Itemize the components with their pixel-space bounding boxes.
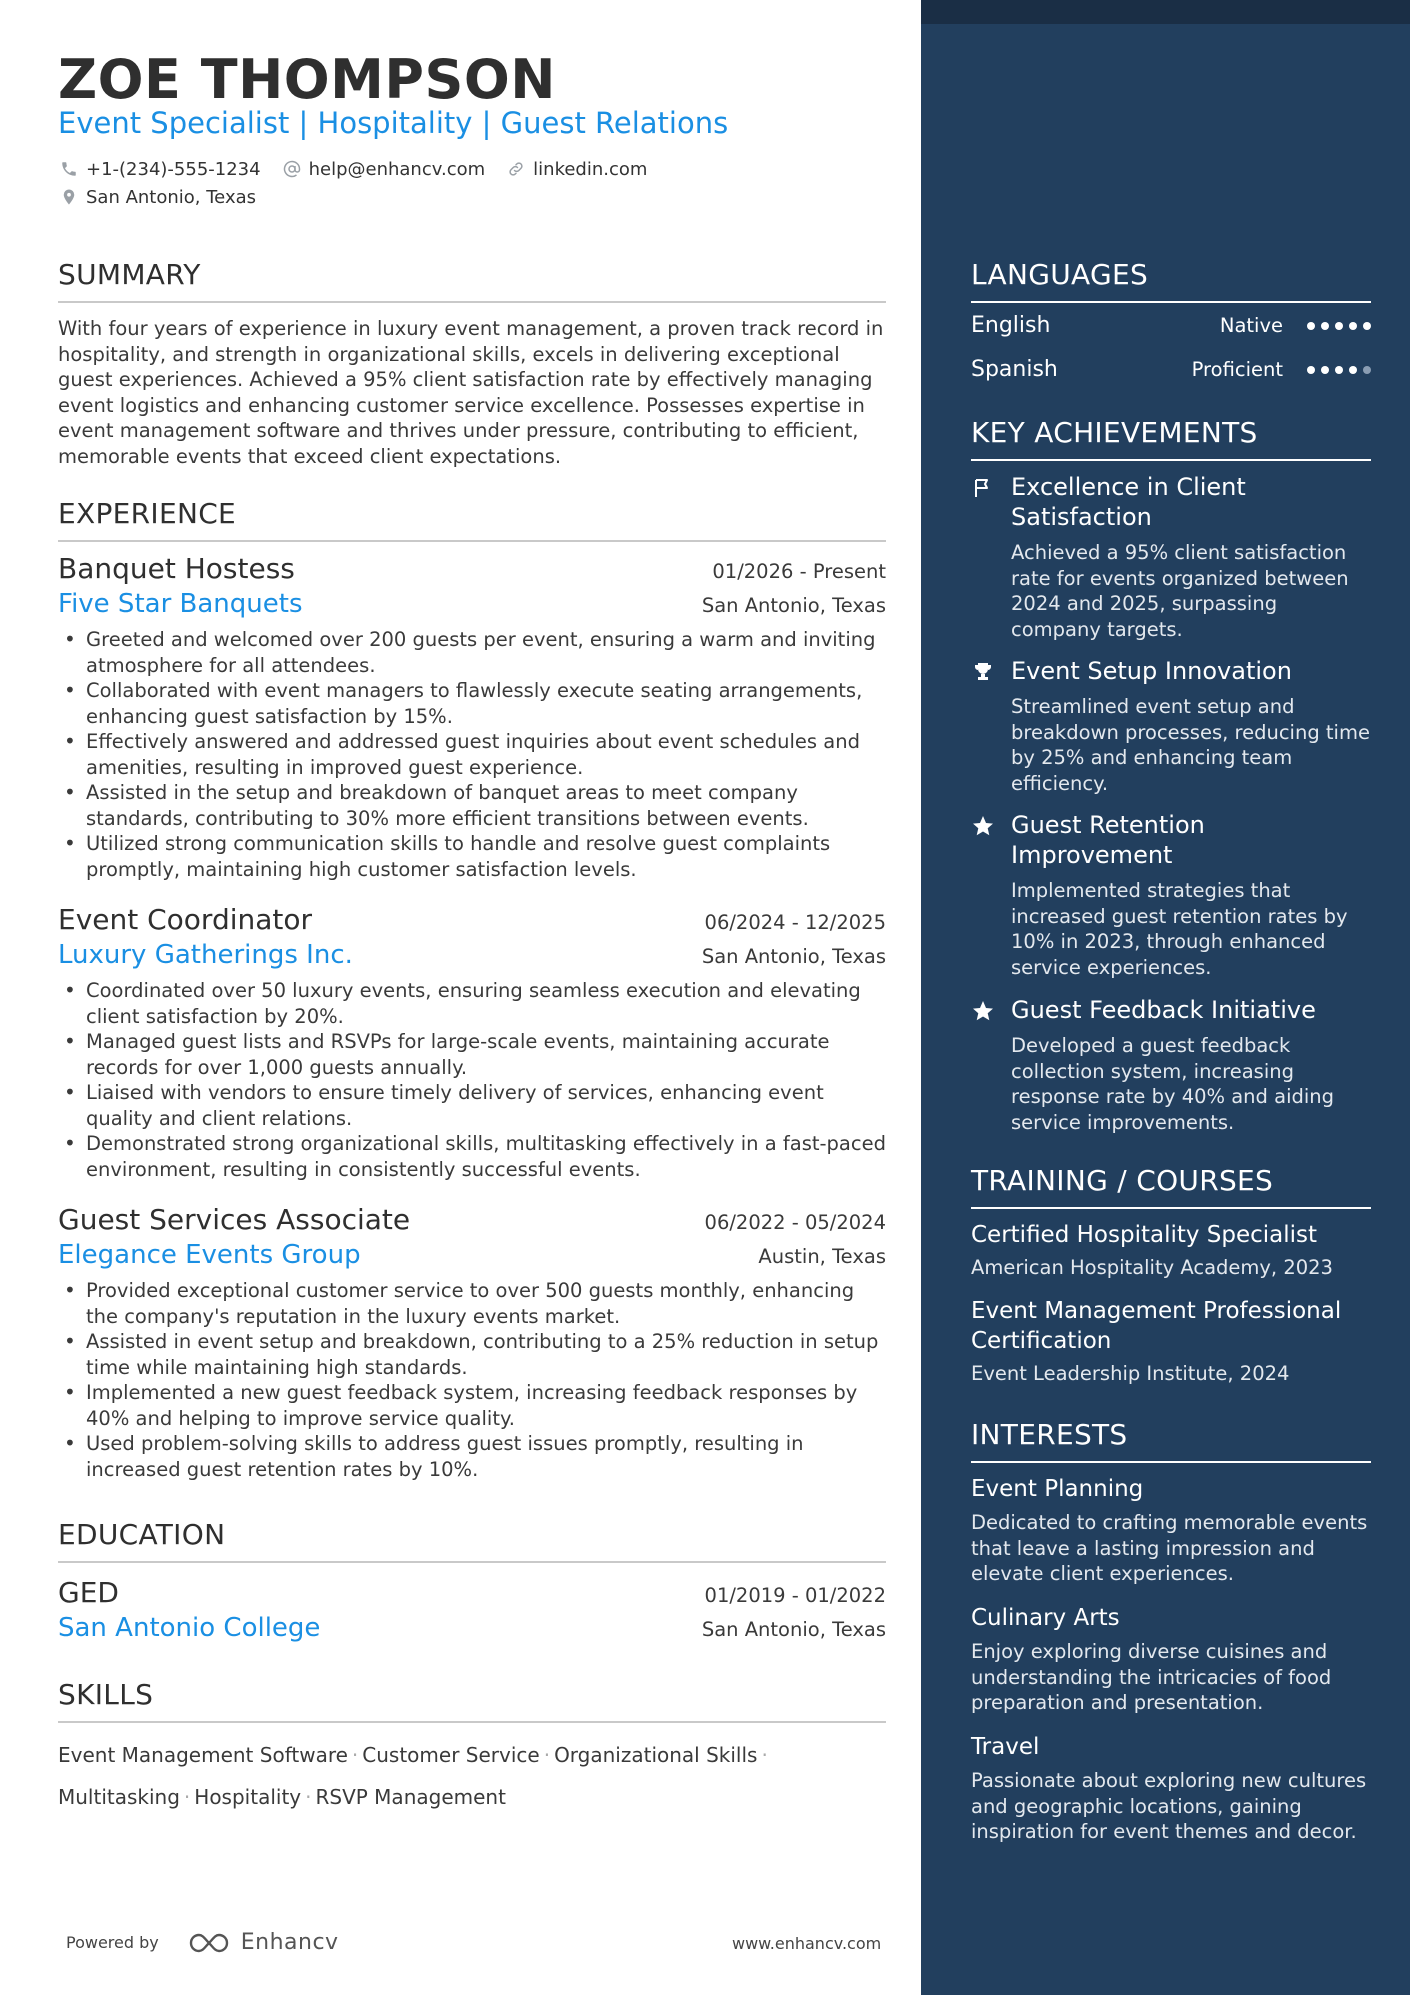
contact-location (58, 186, 256, 208)
skill-item: Hospitality (194, 1785, 302, 1809)
education-date: 01/2019 - 01/2022 (704, 1584, 886, 1607)
skill-separator: · (761, 1743, 768, 1767)
proficiency-dot (1363, 322, 1371, 330)
proficiency-dot (1321, 366, 1329, 374)
job-bullets (58, 627, 886, 882)
achievement-desc: Developed a guest feedback collection system, increasing response rate by 40% and aiding service improvements. (1011, 1034, 1335, 1134)
skill-item: Event Management Software (58, 1743, 348, 1767)
achievement-desc: Implemented strategies that increased guest retention rates by 10% in 2023, through enhanced service experiences. (1011, 879, 1348, 979)
location-text: San Antonio, Texas (86, 186, 256, 208)
education-entry (58, 1576, 886, 1643)
contact-phone (58, 158, 261, 180)
skills-list (58, 1734, 886, 1818)
bullet-item: • Assisted in event setup and breakdown, contributing to a 25% reduction in setup time while maintaining high standards. (58, 1329, 886, 1380)
skill-item: RSVP Management (315, 1785, 506, 1809)
achievement-title: Guest Feedback Initiative (1011, 996, 1316, 1024)
phone-icon (58, 158, 80, 180)
achievement-title: Guest Retention Improvement (1011, 811, 1205, 869)
skill-separator: · (305, 1785, 312, 1809)
bullet-item: • Collaborated with event managers to flawlessly execute seating arrangements, enhancing guest satisfaction by 15%. (58, 678, 886, 729)
bullet-item: • Utilized strong communication skills to handle and resolve guest complaints promptly, maintaining high customer satisfaction levels. (58, 831, 886, 882)
footer-branding (66, 1930, 339, 1955)
job-entry (58, 1203, 886, 1482)
course-title: Certified Hospitality Specialist (971, 1222, 1318, 1248)
skills-heading: SKILLS (58, 1678, 886, 1723)
course-provider: American Hospitality Academy, 2023 (971, 1256, 1333, 1279)
job-date: 06/2024 - 12/2025 (704, 911, 886, 934)
job-entry (58, 903, 886, 1182)
interest-title: Culinary Arts (971, 1605, 1120, 1631)
achievement-item (971, 472, 1371, 642)
at-icon (281, 158, 303, 180)
interests-heading: INTERESTS (971, 1418, 1371, 1463)
bullet-item: • Used problem-solving skills to address guest issues promptly, resulting in increased guest retention rates by 10%. (58, 1431, 886, 1482)
linkedin-link[interactable]: linkedin.com (533, 158, 648, 180)
degree: GED (58, 1576, 119, 1609)
star-icon (971, 999, 995, 1023)
language-level: Native (1219, 314, 1283, 337)
job-company: Five Star Banquets (58, 589, 303, 619)
summary-heading: SUMMARY (58, 258, 886, 303)
course-item (971, 1220, 1371, 1279)
summary-text: With four years of experience in luxury event management, a proven track record in hospitality, and strength in organizational skills, excels in delivering exceptional guest experiences. Achieved a 95% client satisfaction rate by effectively managing event logistics and enhancing customer service excellence. Possesses expertise in event management software and thrives under pressure, contributing to efficient, memorable events that exceed client expectations. (58, 317, 884, 468)
bullet-item: • Coordinated over 50 luxury events, ensuring seamless execution and elevating client satisfaction by 20%. (58, 978, 886, 1029)
location-row (58, 186, 276, 208)
languages-heading: LANGUAGES (971, 258, 1371, 303)
star-icon (971, 814, 995, 838)
course-provider: Event Leadership Institute, 2024 (971, 1362, 1290, 1385)
language-row (971, 313, 1371, 338)
course-title: Event Management Professional Certification (971, 1298, 1342, 1354)
interest-desc: Passionate about exploring new cultures and geographic locations, gaining inspiration for event themes and decor. (971, 1769, 1367, 1843)
school-name: San Antonio College (58, 1613, 321, 1643)
job-date: 06/2022 - 05/2024 (704, 1211, 886, 1234)
achievement-item (971, 995, 1371, 1135)
footer-url[interactable]: www.enhancv.com (732, 1934, 882, 1953)
job-title: Guest Services Associate (58, 1203, 411, 1236)
proficiency-dot (1335, 366, 1343, 374)
bullet-item: • Implemented a new guest feedback system, increasing feedback responses by 40% and helping to improve service quality. (58, 1380, 886, 1431)
skill-separator: · (351, 1743, 359, 1767)
job-location: San Antonio, Texas (701, 594, 886, 617)
phone-text[interactable]: +1-(234)-555-1234 (86, 158, 261, 180)
skill-item: Customer Service (362, 1743, 540, 1767)
job-company: Luxury Gatherings Inc. (58, 940, 353, 970)
education-location: San Antonio, Texas (701, 1618, 886, 1641)
proficiency-dots (1301, 366, 1371, 374)
trophy-icon (971, 660, 995, 684)
interest-title: Event Planning (971, 1476, 1144, 1502)
interest-item (971, 1474, 1371, 1587)
experience-heading: EXPERIENCE (58, 497, 886, 542)
language-name: English (971, 313, 1051, 338)
bullet-item: • Demonstrated strong organizational skills, multitasking effectively in a fast-paced environment, resulting in consistently successful events. (58, 1131, 886, 1182)
flag-icon (971, 476, 995, 500)
achievement-desc: Achieved a 95% client satisfaction rate for events organized between 2024 and 2025, surpassing company targets. (1011, 541, 1349, 641)
achievement-desc: Streamlined event setup and breakdown processes, reducing time by 25% and enhancing team efficiency. (1011, 695, 1370, 795)
job-company: Elegance Events Group (58, 1240, 361, 1270)
job-title: Banquet Hostess (58, 552, 295, 585)
achievement-title: Event Setup Innovation (1011, 657, 1292, 685)
achievement-item (971, 656, 1371, 796)
job-bullets (58, 1278, 886, 1482)
link-icon (505, 158, 527, 180)
interest-item (971, 1732, 1371, 1845)
bullet-item: • Managed guest lists and RSVPs for large-scale events, maintaining accurate records for over 1,000 guests annually. (58, 1029, 886, 1080)
education-heading: EDUCATION (58, 1518, 886, 1563)
achievement-title: Excellence in Client Satisfaction (1011, 473, 1246, 531)
sidebar (921, 0, 1410, 1995)
sidebar-top-band (921, 0, 1410, 24)
bullet-item: • Assisted in the setup and breakdown of banquet areas to meet company standards, contributing to 30% more efficient transitions between events. (58, 780, 886, 831)
email-link[interactable]: help@enhancv.com (308, 158, 486, 180)
headline: Event Specialist | Hospitality | Guest Relations (58, 106, 729, 140)
achievements-heading: KEY ACHIEVEMENTS (971, 416, 1371, 461)
powered-by-label: Powered by (66, 1933, 159, 1952)
interest-desc: Enjoy exploring diverse cuisines and understanding the intricacies of food preparation and presentation. (971, 1640, 1332, 1714)
language-name: Spanish (971, 357, 1058, 382)
skill-item: Organizational Skills (554, 1743, 758, 1767)
contact-linkedin (505, 158, 647, 180)
location-pin-icon (58, 186, 80, 208)
job-entry (58, 552, 886, 882)
candidate-name: ZOE THOMPSON (58, 48, 556, 111)
job-title: Event Coordinator (58, 903, 313, 936)
contact-email (281, 158, 486, 180)
proficiency-dot (1307, 366, 1315, 374)
bullet-item: • Liaised with vendors to ensure timely delivery of services, enhancing event quality and client relations. (58, 1080, 886, 1131)
job-location: Austin, Texas (758, 1245, 886, 1268)
language-row (971, 357, 1371, 382)
skill-item: Multitasking (58, 1785, 180, 1809)
proficiency-dot (1335, 322, 1343, 330)
proficiency-dot (1307, 322, 1315, 330)
enhancv-logo-text: Enhancv (240, 1930, 339, 1955)
bullet-item: • Effectively answered and addressed guest inquiries about event schedules and amenities, resulting in improved guest experience. (58, 729, 886, 780)
bullet-item: • Greeted and welcomed over 200 guests per event, ensuring a warm and inviting atmosphere for all attendees. (58, 627, 886, 678)
job-location: San Antonio, Texas (701, 945, 886, 968)
training-heading: TRAINING / COURSES (971, 1164, 1371, 1209)
skill-separator: · (183, 1785, 191, 1809)
job-bullets (58, 978, 886, 1182)
proficiency-dot (1349, 322, 1357, 330)
enhancv-logo[interactable] (187, 1930, 339, 1955)
contact-row (58, 158, 667, 180)
interest-title: Travel (971, 1734, 1040, 1760)
course-item (971, 1296, 1371, 1385)
interest-desc: Dedicated to crafting memorable events that leave a lasting impression and elevate client experiences. (971, 1511, 1368, 1585)
language-level: Proficient (1191, 358, 1283, 381)
enhancv-logo-icon (187, 1931, 235, 1955)
job-date: 01/2026 - Present (712, 560, 886, 583)
proficiency-dot (1349, 366, 1357, 374)
interest-item (971, 1603, 1371, 1716)
proficiency-dot (1363, 366, 1371, 374)
achievement-item (971, 810, 1371, 980)
proficiency-dot (1321, 322, 1329, 330)
proficiency-dots (1301, 322, 1371, 330)
bullet-item: • Provided exceptional customer service to over 500 guests monthly, enhancing the company's reputation in the luxury events market. (58, 1278, 886, 1329)
skill-separator: · (543, 1743, 551, 1767)
